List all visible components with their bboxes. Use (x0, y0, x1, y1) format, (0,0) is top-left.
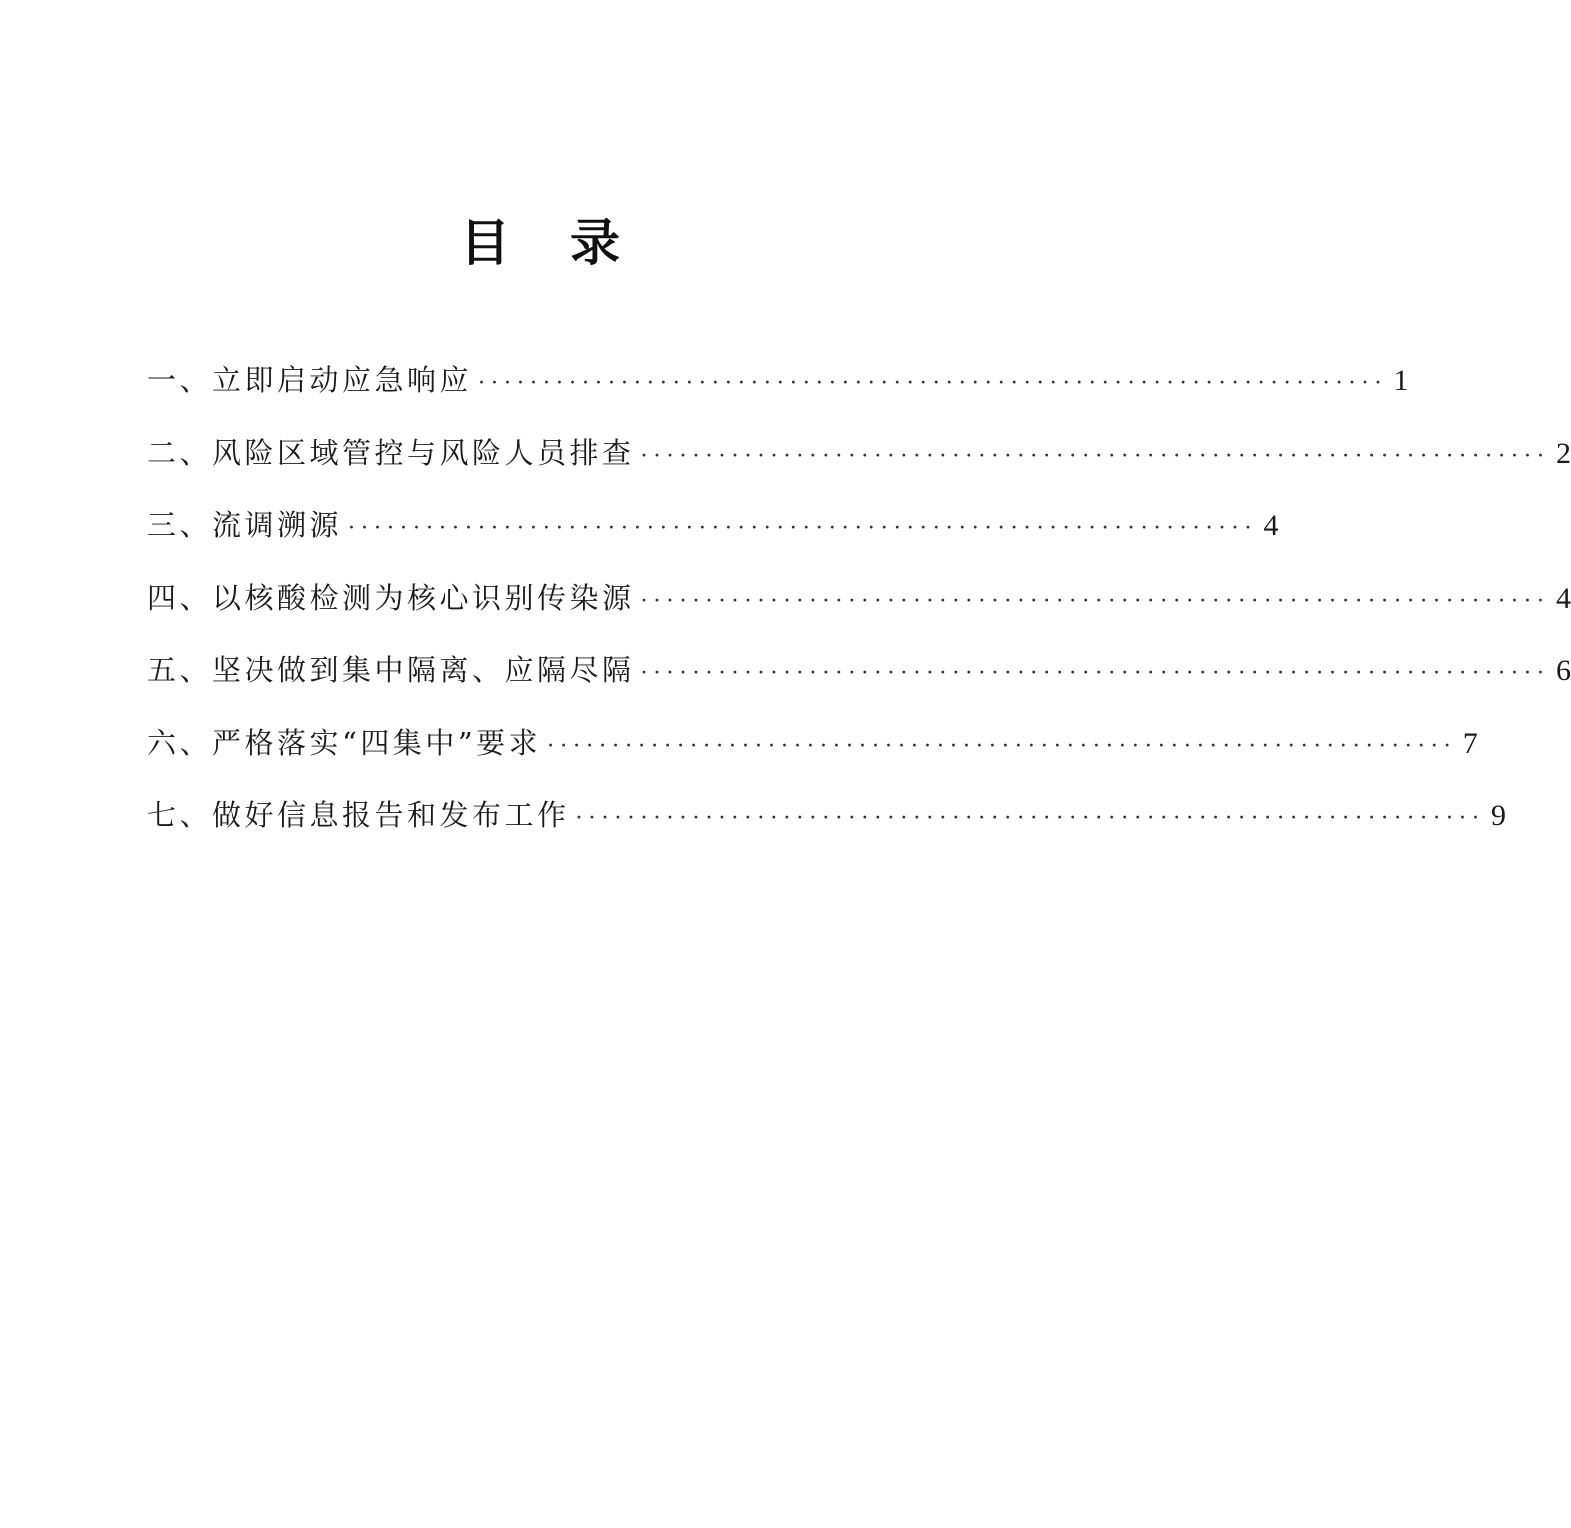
toc-page-number: 6 (1556, 654, 1571, 687)
toc-page-number: 1 (1393, 364, 1409, 397)
toc-title-char-2: 录 (570, 213, 620, 272)
dot-leader: ······································································ (575, 806, 1486, 831)
toc-entry[interactable] (147, 417, 1571, 490)
toc-page-number: 4 (1556, 581, 1571, 615)
toc-list (147, 344, 1571, 852)
toc-entry-text: 六、严格落实“四集中”要求 (147, 725, 542, 760)
toc-entry[interactable] (147, 489, 1279, 562)
toc-page-number: 7 (1462, 726, 1478, 760)
toc-entry[interactable] (147, 634, 1571, 707)
dot-leader: ······································································ (547, 733, 1457, 759)
toc-entry-text: 四、以核酸检测为核心识别传染源 (147, 580, 635, 615)
toc-entry[interactable] (147, 779, 1507, 852)
toc-entry-text: 七、做好信息报告和发布工作 (147, 798, 570, 832)
dot-leader: ······································································ (640, 661, 1551, 686)
toc-entry-text: 三、流调溯源 (147, 508, 343, 542)
toc-page-number: 9 (1491, 799, 1507, 832)
toc-title (0, 208, 1080, 278)
toc-entry[interactable] (147, 562, 1571, 635)
toc-page-number: 4 (1263, 509, 1279, 542)
toc-entry-text: 二、风险区域管控与风险人员排查 (147, 435, 635, 470)
toc-entry-text: 一、立即启动应急响应 (147, 363, 473, 397)
toc-title-char-1: 目 (460, 213, 510, 272)
toc-page-number: 2 (1556, 436, 1571, 470)
dot-leader: ······································································ (348, 516, 1258, 541)
toc-entry[interactable] (147, 344, 1409, 417)
dot-leader: ······································································ (640, 443, 1551, 469)
dot-leader: ······································································ (640, 588, 1551, 614)
toc-entry[interactable] (147, 707, 1478, 780)
toc-entry-text: 五、坚决做到集中隔离、应隔尽隔 (147, 653, 635, 687)
dot-leader: ······································································ (478, 371, 1388, 396)
